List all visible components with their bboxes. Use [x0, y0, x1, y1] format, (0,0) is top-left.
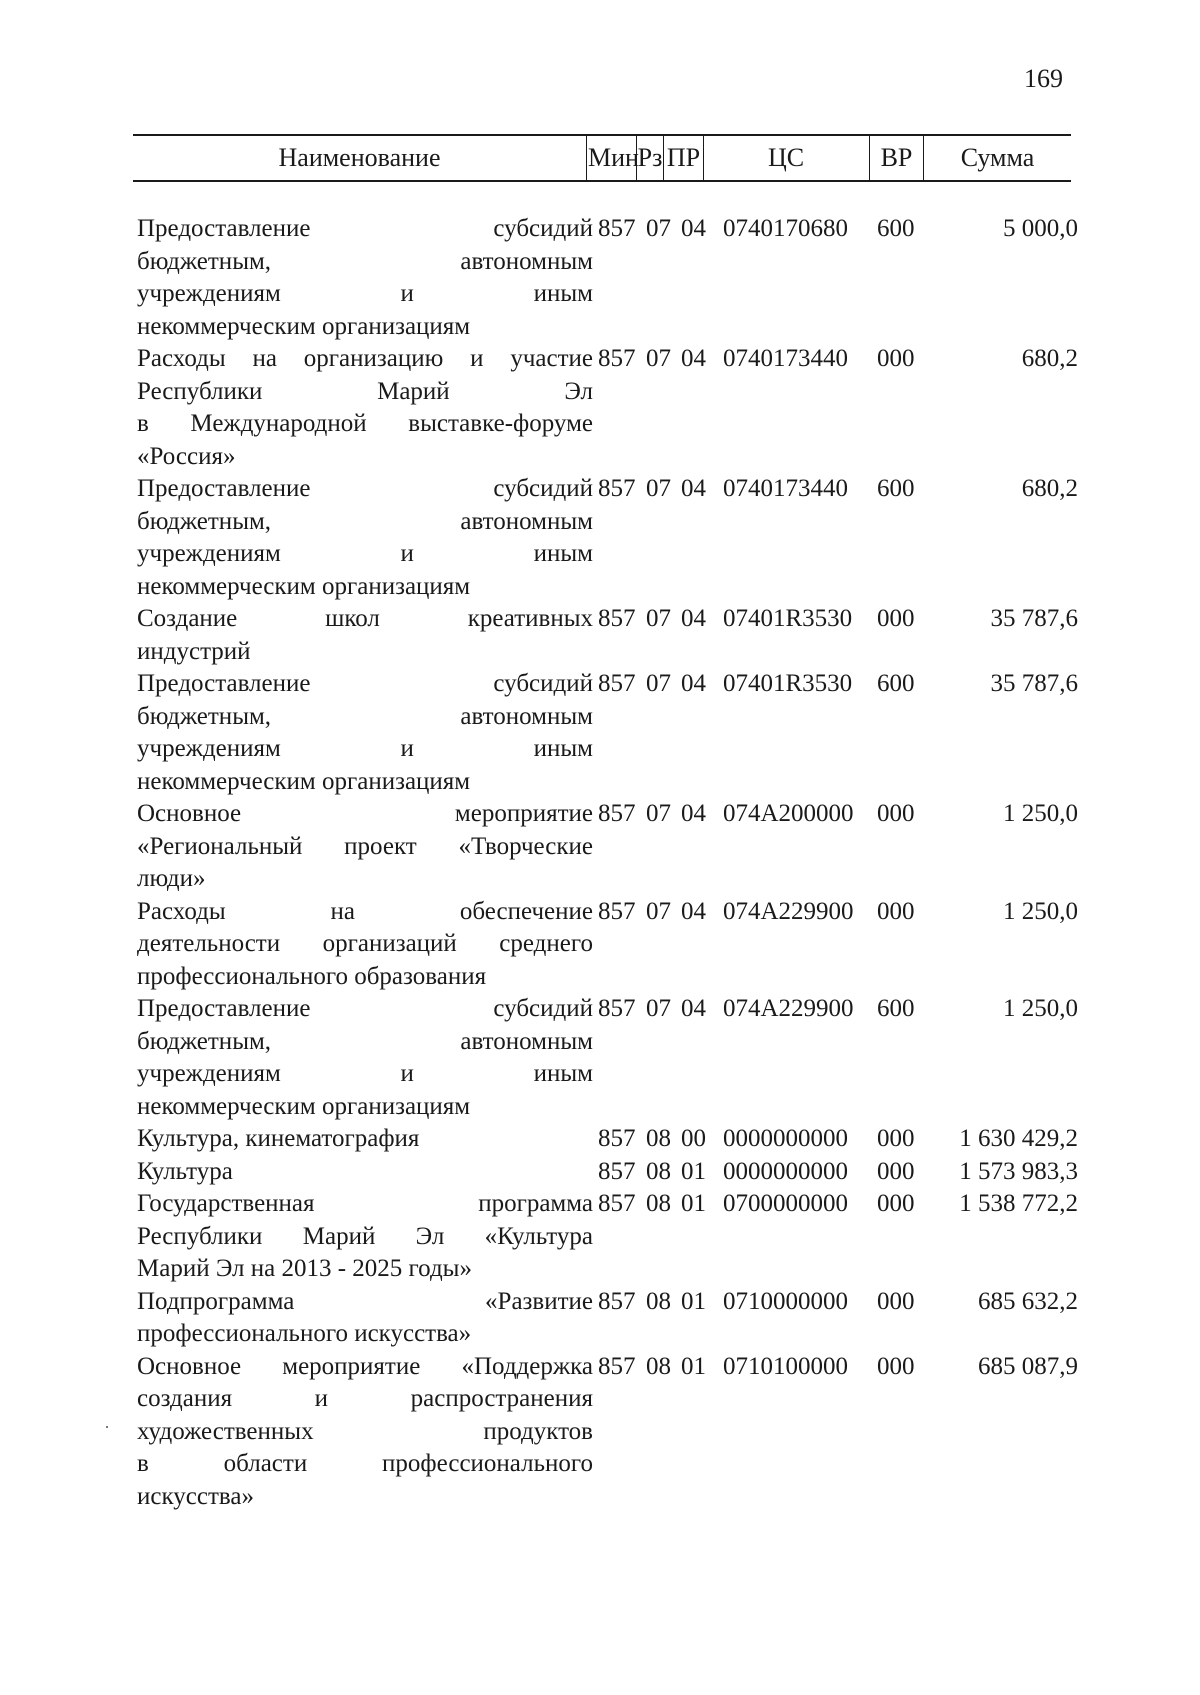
cell-rz: 07 [646, 215, 671, 242]
cell-min: 857 [598, 1287, 636, 1315]
row-name-line: некоммерческим организациям [137, 572, 471, 600]
cell-min: 857 [598, 475, 636, 502]
row-name-line: в области профессионального [137, 1450, 593, 1477]
row-name-line: Основное мероприятие [137, 800, 593, 827]
row-name-line: Создание школ креативных [137, 605, 593, 632]
cell-cs: 07401R3530 [723, 670, 853, 697]
cell-sum: 1 250,0 [1003, 995, 1078, 1022]
row-name-line: Предоставление субсидий [137, 215, 593, 242]
header-rz: Рз [637, 143, 663, 172]
header-pr: ПР [666, 143, 701, 172]
table-header [133, 134, 1071, 182]
header-divider [586, 136, 587, 180]
row-name-line: Культура [137, 1157, 233, 1185]
cell-pr: 01 [681, 1157, 706, 1185]
cell-rz: 07 [646, 670, 671, 697]
cell-pr: 04 [681, 670, 706, 697]
cell-min: 857 [598, 345, 636, 372]
cell-vr: 000 [877, 800, 915, 827]
cell-vr: 600 [877, 670, 915, 697]
row-name-line: Республики Марий Эл «Культура [137, 1222, 593, 1250]
cell-cs: 0700000000 [723, 1190, 848, 1217]
row-name-line: бюджетным, автономным [137, 702, 593, 730]
header-cs: ЦС [767, 143, 805, 172]
cell-rz: 08 [646, 1287, 671, 1315]
row-name-line: профессионального образования [137, 962, 487, 990]
cell-pr: 01 [681, 1352, 706, 1380]
cell-cs: 0740173440 [723, 345, 848, 372]
cell-vr: 600 [877, 475, 915, 502]
row-name [137, 473, 593, 603]
row-name [137, 343, 593, 473]
row-name-line: учреждениям и иным [137, 735, 593, 762]
cell-sum: 5 000,0 [1003, 215, 1078, 242]
row-name-line: бюджетным, автономным [137, 1027, 593, 1055]
row-name-line: Расходы на обеспечение [137, 897, 593, 925]
cell-min: 857 [598, 897, 636, 925]
cell-min: 857 [598, 215, 636, 242]
header-vr: ВР [880, 143, 913, 172]
cell-cs: 0710100000 [723, 1352, 848, 1380]
cell-cs: 0710000000 [723, 1287, 848, 1315]
cell-rz: 07 [646, 995, 671, 1022]
cell-vr: 600 [877, 215, 915, 242]
row-name-line: учреждениям и иным [137, 280, 593, 307]
cell-rz: 08 [646, 1125, 671, 1152]
row-name-line: некоммерческим организациям [137, 1092, 471, 1120]
cell-pr: 04 [681, 475, 706, 502]
page-number: 169 [1024, 64, 1063, 93]
cell-rz: 07 [646, 605, 671, 632]
row-name [137, 603, 593, 668]
cell-sum: 35 787,6 [990, 670, 1078, 697]
cell-vr: 000 [877, 1190, 915, 1217]
cell-vr: 000 [877, 605, 915, 632]
row-name [137, 1156, 593, 1189]
row-name-line: профессионального искусства» [137, 1320, 472, 1347]
cell-cs: 0000000000 [723, 1157, 848, 1185]
cell-cs: 074A229900 [723, 897, 854, 925]
cell-rz: 07 [646, 800, 671, 827]
cell-min: 857 [598, 1352, 636, 1380]
cell-pr: 04 [681, 800, 706, 827]
cell-pr: 00 [681, 1125, 706, 1152]
row-name-line: Основное мероприятие «Поддержка [137, 1352, 593, 1380]
cell-sum: 680,2 [1021, 475, 1078, 502]
cell-pr: 01 [681, 1190, 706, 1217]
scan-mark [106, 1426, 108, 1428]
cell-vr: 000 [877, 1352, 915, 1380]
cell-sum: 35 787,6 [990, 605, 1078, 632]
cell-cs: 07401R3530 [723, 605, 853, 632]
cell-pr: 04 [681, 345, 706, 372]
cell-rz: 07 [646, 475, 671, 502]
cell-vr: 600 [877, 995, 915, 1022]
cell-sum: 1 573 983,3 [959, 1157, 1078, 1185]
row-name-line: некоммерческим организациям [137, 312, 471, 340]
cell-sum: 685 632,2 [978, 1287, 1078, 1315]
row-name-line: создания и распространения [137, 1385, 593, 1412]
row-name-line: деятельности организаций среднего [137, 930, 593, 957]
row-name [137, 993, 593, 1123]
cell-pr: 04 [681, 897, 706, 925]
row-name [137, 896, 593, 994]
cell-cs: 0000000000 [723, 1125, 848, 1152]
row-name-line: Марий Эл на 2013 - 2025 годы» [137, 1255, 472, 1282]
row-name [137, 668, 593, 798]
cell-min: 857 [598, 605, 636, 632]
cell-rz: 07 [646, 897, 671, 925]
cell-sum: 685 087,9 [978, 1352, 1078, 1380]
row-name [137, 213, 593, 343]
cell-vr: 000 [877, 1157, 915, 1185]
row-name-line: люди» [137, 865, 206, 892]
row-name-line: некоммерческим организациям [137, 767, 471, 795]
row-name-line: учреждениям и иным [137, 1060, 593, 1087]
cell-vr: 000 [877, 1125, 915, 1152]
cell-sum: 1 538 772,2 [959, 1190, 1078, 1217]
row-name-line: Предоставление субсидий [137, 670, 593, 697]
row-name [137, 798, 593, 896]
row-name-line: «Региональный проект «Творческие [137, 832, 593, 860]
cell-cs: 0740173440 [723, 475, 848, 502]
row-name-line: индустрий [137, 637, 251, 665]
row-name [137, 1188, 593, 1286]
row-name-line: Культура, кинематография [137, 1125, 420, 1152]
row-name-line: «Россия» [137, 442, 236, 470]
row-name-line: бюджетным, автономным [137, 507, 593, 535]
row-name-line: Предоставление субсидий [137, 475, 593, 502]
header-name: Наименование [278, 143, 441, 172]
cell-pr: 01 [681, 1287, 706, 1315]
cell-sum: 1 250,0 [1003, 897, 1078, 925]
cell-min: 857 [598, 800, 636, 827]
cell-cs: 074A229900 [723, 995, 854, 1022]
cell-min: 857 [598, 670, 636, 697]
cell-cs: 0740170680 [723, 215, 848, 242]
row-name-line: Предоставление субсидий [137, 995, 593, 1022]
cell-min: 857 [598, 995, 636, 1022]
cell-vr: 000 [877, 1287, 915, 1315]
row-name-line: Республики Марий Эл [137, 377, 593, 405]
cell-pr: 04 [681, 605, 706, 632]
cell-min: 857 [598, 1125, 636, 1152]
row-name-line: Расходы на организацию и участие [137, 345, 593, 372]
row-name-line: Государственная программа [137, 1190, 593, 1217]
cell-rz: 08 [646, 1190, 671, 1217]
cell-pr: 04 [681, 215, 706, 242]
cell-cs: 074A200000 [723, 800, 854, 827]
cell-vr: 000 [877, 345, 915, 372]
row-name-line: Подпрограмма «Развитие [137, 1287, 593, 1315]
cell-min: 857 [598, 1157, 636, 1185]
row-name-line: художественных продуктов [137, 1417, 593, 1445]
row-name-line: в Международной выставке-форуме [137, 410, 593, 437]
cell-vr: 000 [877, 897, 915, 925]
cell-sum: 680,2 [1021, 345, 1078, 372]
row-name-line: бюджетным, автономным [137, 247, 593, 275]
cell-sum: 1 250,0 [1003, 800, 1078, 827]
cell-sum: 1 630 429,2 [959, 1125, 1078, 1152]
cell-pr: 04 [681, 995, 706, 1022]
row-name-line: искусства» [137, 1482, 254, 1510]
cell-rz: 08 [646, 1352, 671, 1380]
header-sum: Сумма [960, 143, 1035, 172]
row-name [137, 1286, 593, 1351]
row-name [137, 1123, 593, 1156]
row-name-line: учреждениям и иным [137, 540, 593, 567]
header-min: Мин [588, 143, 639, 172]
cell-rz: 08 [646, 1157, 671, 1185]
row-name [137, 1351, 593, 1514]
cell-rz: 07 [646, 345, 671, 372]
cell-min: 857 [598, 1190, 636, 1217]
